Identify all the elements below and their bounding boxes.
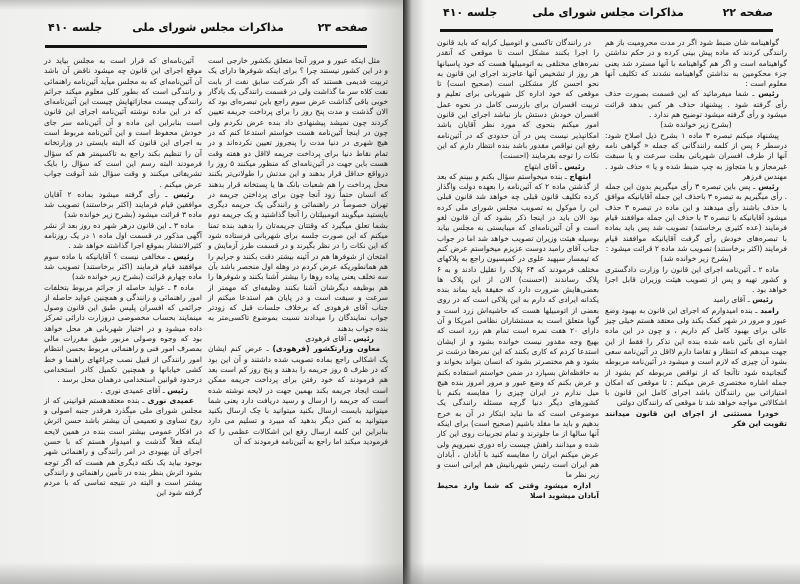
speaker-name: رئیس xyxy=(173,189,195,199)
paragraph-text: ماده ۴ ـ عواید حاصله از جرائم مربوط بتخلفات امور راهنمائی و رانندگی و همچنین عواید حاصله از جرائمی که افسران پلیس طبق این قانون وصول مینمایند بحساب مخصوصی دروزارت دارائی تمرکز داده میشود و در اختیار شهربانی هر محل خواهد بود که وجوه وصولی مزبور طبق مقررات مالی بمصرف امور فنی و راهنمائی مربوط بحسن انتظام امور رانندگی از قبیل نصب چراغهای راهنما و خط کشی خیابانها و همچنین تکمیل کادر استخدامی درحدود قوانین استخدامی درهمان محل برسد . xyxy=(44,282,202,385)
column-right xyxy=(605,38,787,429)
page-header xyxy=(48,21,368,37)
paragraph xyxy=(44,190,202,221)
speaker-name: رئیس xyxy=(173,251,194,261)
running-title: مذاکرات مجلس شورای ملی xyxy=(532,6,684,19)
paragraph-text: خودرا مستثنی از اجرای این قانون میدانند تقویت این فکر xyxy=(605,408,787,428)
paragraph-text: ـ پس باین تبصره ۳ رأی میگیریم بدون این جمله . رأی میگیریم به تبصره ۳ باحذف این جمله آقایانیکه موافق با حذف باشند رأی میدهند و این ماده در تبصره ۳ حذف میشود آقایانیکه با تبصره ۳ با حذف این جمله موافقند قیام فرمایند (عده کثیری برخاستند) تصویب شد پس باید بماده با تبصره‌های خودش رأی گرفت آقایانیکه موافقند قیام فرمایند (اکثر برخاستند) تصویب شد ماده ۲ قرائت میشود : xyxy=(605,182,787,253)
paragraph-text: پیشنهاد میکنم تبصره ۳ ماده ۱ بشرح ذیل اصلاح شود: درسطر ۶ پس از کلمه رانندگانی که جمله « گواهی نامه آنها از طرف افسران شهربانی بعلت سرعت و یا سبقت غیرمجاز و یا متجاوز به چپ ضبط شده و یا » حذف شود . مهندس فرزهر xyxy=(605,130,788,181)
paragraph-text: ـ بنده میخواستم سؤال بکنم و ببینم که بعد از گذشتن ماده ۲ که آئین‌نامه را بعهده دولت واگذار کرده تکلیف قانون قبلی چه خواهد شد قانون قبلی این را موکول به تصویب مجلس شورای ملی کرده بود الان باید در اینجا ذکر بشود که آن قانون لغو است و آن آئین‌نامه‌ای که میبایستی به مجلس بیاید بوسیله هیئت وزیران تصویب خواهد شد اما در جواب جناب آقای رامبد دوست عزیزم میخواستم عرض کنم که تیمسار سپهبد علوی در کمیسیون راجع به پلاکهای مختلف فرمودند که ۶۴ پلاک را تقلیل دادند و به ۶ پلاک رساندند (احسنت) الان از این پلاک ها بعضی‌هایش ضرورت دارد که حقیقة باید بماند بنده یکدانه ایرادی که دارم به این پلاکی است که در روی بعضی از اتومبیلها هست که حاشیه‌اش زرد است و گویا متعلق است به مستشاران نظامی امریکا و آن دارای ۲۰ هفت نمره است تمام هم زرد است که بهیچ وجه مقدور نیست خوانده بشود و از ایشان استدعا کردم که کاری بکنند که این نمره‌ها درشت تر بشود و هم مختصرتر بشود که انسان بتواند بخواند و به حافظه‌اش بسپارد در ضمن خواستم استفاده بکنم و عرض بکنم که وضع عبور و مرور امروز بنده هیچ میل ندارم در ایران چیزی را مقایسه بکنم با کشورهای دیگر دنیا گرچه مسئله رانندگی یک موضوعی است که ما نباید ابتکار در آن به خرج بدهیم و باید ما مقلد باشیم (صحیح است) برای اینکه آنها سالها از ما جلوترند و تمام تجربیات روی این کار شده و میدانند راهش چیست راه دوری نمیرویم ولی عرض میکنم ایران را مقایسه کنید با آبادان ، آبادان هم ایران است رئیس شهربانیش هم ایرانی است و زیر نظر ما xyxy=(436,171,600,480)
paragraph-text: ـ بنده امیدوارم که اجرای این قانون به بهبود وضع عبور و مرور در شهر کمک بکند ولی معتقد هستم خیلی چیز عالی برای بهبود کامل کم داریم ، و چون در این ماده اشاره ای بآئین نامه شده بنده این تذکر را فقط از این جهت میدهم که انتظار و تقاضا دارم لااقل در آئین‌نامه سعی بشود آن چیزی که لازم است و میشود در آئین‌نامه مربوطه گنجانیده شود تاآنجا که از نواقص مربوطه کم بشود از جمله اشاره مختصری عرض میکنم : تا موقعی که امکان امتیازاتی بین رانندگان باشد اجرای کامل این قانون با اشکالاتی مواجه خواهد شد تا موقعی که رانندگان دولتی xyxy=(605,305,787,408)
speaker-name: ابتهاج xyxy=(569,171,591,181)
paragraph-text: ـ آقای ابتهاج xyxy=(523,161,565,171)
scan-shadow-bottom xyxy=(403,562,800,584)
paragraph-text: (بشرح زیر خوانده شد) xyxy=(660,254,732,264)
speaker-call xyxy=(44,386,202,396)
speaker-name: رئیس xyxy=(353,334,374,344)
paragraph-text: ـ آقای فرهودی xyxy=(305,334,354,344)
paragraph xyxy=(605,38,787,89)
paragraph-text: ـ آقای عمیدی نوری . xyxy=(100,385,168,395)
session-number: جلسه ۴۱۰ xyxy=(48,21,103,34)
paragraph xyxy=(437,172,599,481)
paragraph xyxy=(44,56,202,190)
paragraph xyxy=(437,38,599,162)
paragraph xyxy=(208,344,388,447)
paragraph xyxy=(605,89,787,120)
paragraph xyxy=(44,252,202,283)
paragraph-text: اداره میشود وقتی که شما وارد محیط آبادان میشوید اصلا xyxy=(437,480,599,501)
paragraph xyxy=(605,182,787,254)
speaker-name: رئیس xyxy=(752,295,773,305)
paragraph xyxy=(44,396,202,499)
paragraph xyxy=(605,409,787,430)
running-title: مذاکرات مجلس شورای ملی xyxy=(132,21,284,34)
header-rule xyxy=(440,29,773,32)
page-number: صفحه ۲۲ xyxy=(722,6,773,19)
paragraph xyxy=(44,283,202,386)
reading-note xyxy=(605,120,787,130)
paragraph-text: ـ شما میفرمائید که این قسمت بصورت حذف رأی گرفته شود . پیشنهاد حذف هر کس بدهد قرائت میشود و رأی گرفته میشود توضیح هم ندارد . xyxy=(605,89,787,120)
paragraph-text: (بشرح زیر خوانده شد) xyxy=(660,120,732,130)
speaker-name: رئیس xyxy=(564,161,585,171)
speaker-call xyxy=(605,295,787,305)
speaker-call xyxy=(437,162,599,172)
paragraph-text: گواهینامه شان ضبط شود اگر در مدت محرومیت باز هم رانندگی کردند که ماده پیش بینی کرده و در حکم نداشتن گواهینامه است و اگر هم گواهینامه با آنها مسترد شد یعنی جزء محکومین به نداشتن گواهینامه نشدند که تکلیف آنها معلوم است : xyxy=(605,38,787,89)
paragraph-text: ـ بنده معتقدهستم قوانینی که از مجلس شورای ملی میگذرد هرقدر جنبه اصولی و روح تساوی و تعمیمی آن بیشتر باشد حسن اثرش در افکار عمومی بیشتر است بنده در همین لایحه اینکه فعلاً گذشت و امیدوار هستم که با حسن اجرای آن بهبودی در امر رانندگی و راهنمائی شهر بوجود بیاید یک نکته دیگری هم هست که اگر توجه بشود اثرش بنظر بنده در تأمین راهنمائی و رانندگی بیشتر است و البته در نتیجه تماسی که با مردم گرفته شود این xyxy=(44,395,202,498)
scan-shadow-bottom xyxy=(0,562,403,584)
header-rule xyxy=(45,45,367,48)
paragraph xyxy=(44,221,202,252)
paragraph-text: ـ رأی گرفته میشود بماده ۲ آقایان موافقین قیام فرمایند (اکثر برخاستند) تصویب شد ماده ۳ قرائت میشود (بشرح زیر خوانده شد) xyxy=(44,189,202,220)
speaker-name: معاون وزارتکشور (فرهودی) xyxy=(272,344,380,354)
paragraph xyxy=(208,56,388,334)
paragraph xyxy=(605,265,787,296)
paragraph-text: در رانندگان تاکسی و اتومبیل کرایه که باید قانون را اجرا بکنند مشکل است تا موقعی که آنقدر نمره‌های مختلفی به اتومبیلها هست که خود پاسبانها هر روز از تشخیص آنها عاجزند اجرای این قانون به نحو احسن کار مشکلی است (صحیح است) تا موقعی که خود اداره کل شهربانی برای تعلیم و تربیت افسران برای بازرسی کامل در نحوه عمل افسران خودش دستش باز نباشد اجرای این قانون امور میکنم بنحوی که مورد نظر آقایان باشد امکانپذیر نیست پس در آن حدودی که در آئین‌نامه رفع این نواقص مقدور باشد بنده انتظار دارم که این نکات را توجه بفرمایند (احسنت) xyxy=(437,38,599,161)
paragraph xyxy=(605,306,787,409)
column-right xyxy=(208,56,388,447)
speaker-name: رامبد xyxy=(760,305,779,315)
speaker-call xyxy=(208,334,388,344)
speaker-name: رئیس xyxy=(758,182,779,192)
session-number: جلسه ۴۱۰ xyxy=(443,6,498,19)
scan-shadow-top xyxy=(0,0,403,10)
column-left xyxy=(437,38,599,501)
page-header xyxy=(443,6,773,22)
paragraph-text: آئین‌نامه‌ای که قرار است به مجلس بیاید در موقع اجرای این قانون چه میشود ناقض آن باشد آن آئین‌نامه‌ای که به مجلس میآید آئین‌نامه راهنمائی و رانندگی است که بطور کلی معلوم میکند جرائم رانندگی چیست مجازاتهایش چیست این آئین‌نامه‌ای که در این ماده نوشته آئین‌نامه اجرای این قانون است بنابراین این ماده و آن آئین‌نامه سر جای خودش محفوظ است و این آئین‌نامه مربوط است به اجرای این قانون که البته بایستی در وزارتخانه آن را تنظیم بکند راجع به تاکسیمتر هم که سؤال فرمودند البته رسم این است که سؤال را بایک تشریفاتی میکنند و وقت سؤال شد آنوقت جواب عرض میکنم . xyxy=(44,56,202,189)
speaker-name: رئیس xyxy=(758,89,779,99)
paragraph-text: مثل اینکه عبور و مرور آنجا متعلق بکشور خارجی است و در این کشور نیستند چرا ؟ برای اینکه شوفرها دارای یک تربیت قدیمی هستند که اگر شرکت سابق نفت از بابت نفت کلاه سر ما گذاشت ولی در قسمت رانندگی یک یادگار خوبی باقی گذاشت عرض سوم راجع باین تبصره‌ای بود که الان گذشت و مدت پنج روز را برای پرداخت جریمه تعیین کردند چون نمیشد پیشنهادی داد بنده عرض نکردم ولی چون در اینجا آئین‌نامه هست خواستم استدعا کنم که در هیچ شهری در دنیا مدت را پنجروز تعیین نکرده‌اند و در تمام نقاط دنیا برای پرداخت جریمه لااقل دو هفته وقت هست باین جهت در آئین‌نامه‌ای که منظور میکنند ۵ روز را درواقع حداقل قرار بدهند و این مدتش را طولانی‌تر بکنند محل پرداخت را هم شعبات بانک ها یا پستخانه قرار بدهند که انسان حتماً زود آنجا چون برای پرداختن جریمه در تهران خصوصاً در راهنمائی و رانندگی یک جریمه دیگری بایستید میگویند اتومبیلتان را آنجا گذاشتید و یک جریمه دوم بشما تعلق میگیرد که وقتتان جریمه‌تان را بدهید بنده تمنا میکنم که این صورت جلسه برای شهربانی فرستاده شود که این نکات را در نظر بگیرند و در قسمت طرز آزمایش و امتحان از شوفرها هم در آئینه بیشتر دقت بکنند و جرایم را هم همانطوریکه عرض کردم در وهله اول منحصر باشد بآن سه تخلف یعنی پیاده روها را بیشتر آشنا بکنند و شوفرها را هم بوظیفه دیگرشان آشنا بکنند وظیفه‌ای که مهمتر از سرعت و سبقت است و در پایان هم استدعا میکنم از جناب آقای فرهودی که برخلاف جلسات قبل که زودتر جواب نمایندگان را میدادند نسبت بموضوع تاکسی‌متر به بنده جواب بدهند xyxy=(208,56,388,333)
speaker-name: رئیس xyxy=(167,385,188,395)
paragraph xyxy=(605,131,787,182)
reading-note xyxy=(605,254,787,264)
speaker-name: عمیدی نوری xyxy=(147,395,194,405)
paragraph-text: ماده ۲ ـ آئین‌نامه اجرای این قانون را وزارت دادگستری و کشور تهیه و پس از تصویب هیئت وزیران قابل اجرا خواهد بود . xyxy=(605,264,787,295)
paragraph-text: ـ عرض کنم ایشان یک اشکالی راجع بماده تصویب شده داشتند و آن این بود که در ظرف ۵ روز جریمه را بدهند و پنج روز کم است بعد هم فرمودند که خود رفتن برای پرداخت جریمه ممکن است ایجاد جریمه بکند بهمین جهت در لایحه نوشته شده است که جریمه را ارسال و رسید دریافت دارد یعنی شما میتوانید بایست ارسال بکنید میتوانید با چک ارسال بکنید میتوانید به کس دیگر بدهید که میبرد و تسلیم می دارد بنابراین این کلمه ارسال رفع این اشکالات عظمی را که فرمودید میکند اما راجع به آئین‌نامه فرمودند که آن xyxy=(208,344,388,446)
paragraph-text: ماده ۳ ـ این قانون درهر شهر ده روز بعد از نشر آگهی مذکور در قسمت اول ماده ۱ در یک روزنامه کثیرالانتشار بموقع اجرا گذاشته خواهد شد . xyxy=(44,220,202,251)
page-number: صفحه ۲۳ xyxy=(317,21,368,34)
column-left xyxy=(44,56,202,499)
paragraph-text: ـ آقای رامبد xyxy=(713,295,753,305)
paragraph xyxy=(437,481,599,502)
paragraph-text: ـ مخالفی نیست ؟ آقایانیکه با ماده سوم موافقند قیام فرمایند (اکثر برخاستند) تصویب شد ماده چهارم قرائت (بشرح زیر خوانده شد) xyxy=(44,251,202,282)
page-22 xyxy=(403,0,800,584)
